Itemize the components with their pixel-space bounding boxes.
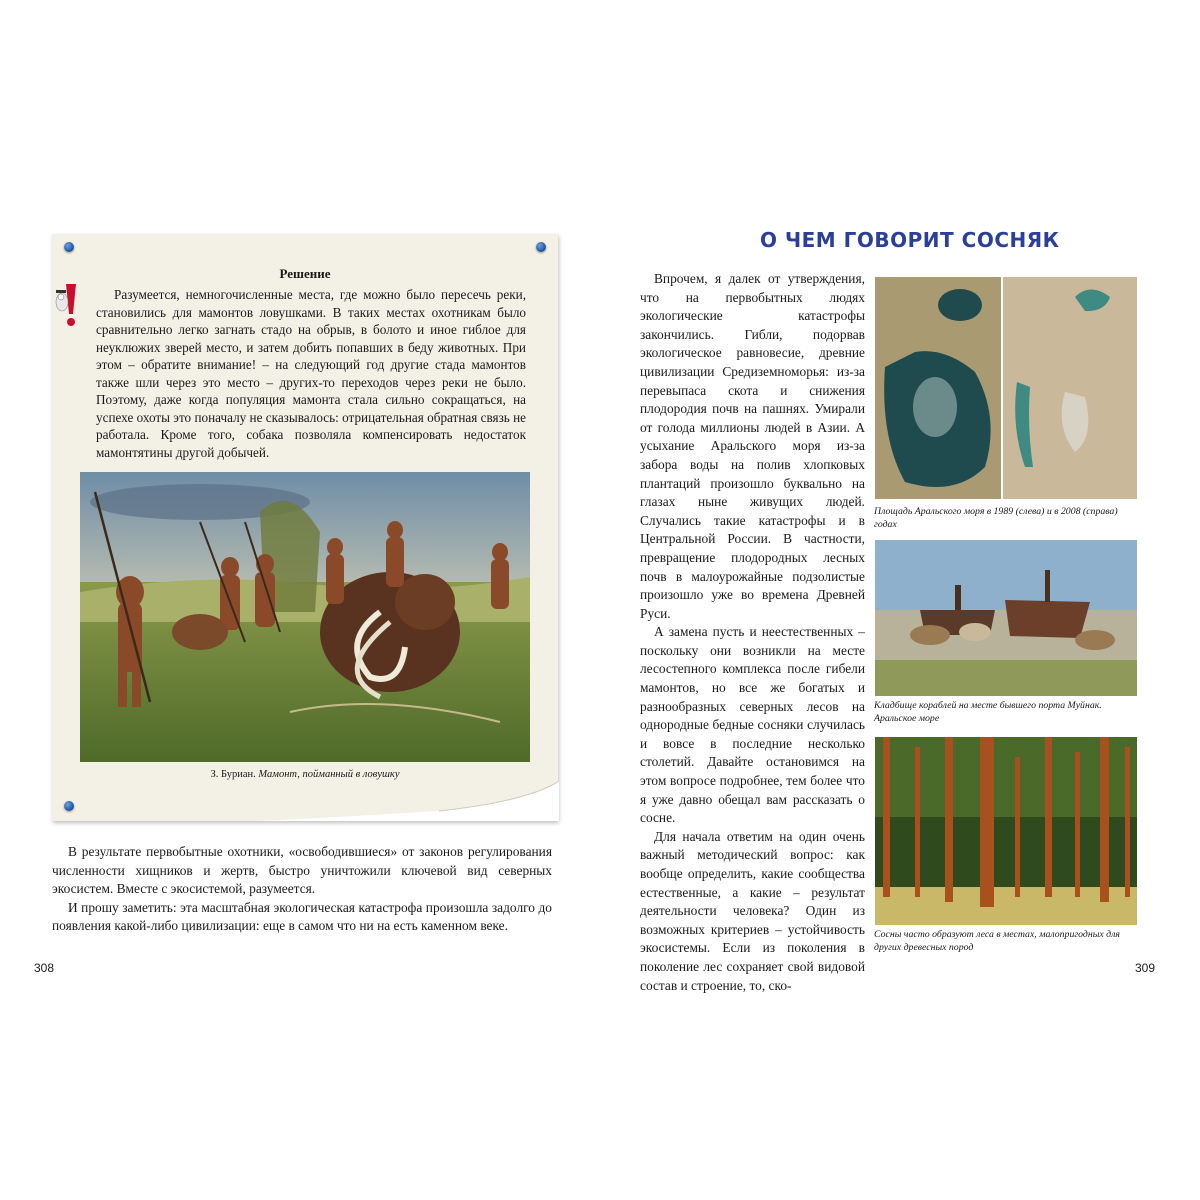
caption-title: Мамонт, пойманный в ловушку bbox=[258, 769, 400, 780]
page-number-left: 308 bbox=[34, 961, 55, 975]
right-paragraph: Впрочем, я далек от утверждения, что на первобытных людях экологические катастрофы закончились. Гибли, подорвав экологическое равновесие, древние цивилизации Средиземноморья: из-за перевыпаса скота и снижения плодородия почв на пашнях. Умирали от голода миллионы людей в Азии. А усыхание Аральского моря из-за забора воды на полив хлопковых плантаций произошло буквально на глазах ныне живущих людей. Случались такие катастрофы и в Центральной России. В частности, превращение плодородных лесных почв в малоурожайные подзолистые произошло уже во времена Древней Руси. bbox=[640, 271, 865, 621]
aral-sea-satellite-photo bbox=[875, 277, 1137, 499]
figure-caption: Площадь Аральского моря в 1989 (слева) и в 2008 (справа) годах bbox=[874, 506, 1118, 530]
pin-icon bbox=[64, 801, 74, 811]
section-title: О ЧЕМ ГОВОРИТ СОСНЯК bbox=[760, 228, 1060, 252]
pin-icon bbox=[536, 242, 546, 252]
painting-caption bbox=[52, 769, 558, 780]
caption-author: З. Буриан. bbox=[210, 769, 256, 780]
pine-forest-photo bbox=[875, 737, 1137, 925]
page-curl-decoration bbox=[259, 781, 559, 821]
ship-graveyard-photo bbox=[875, 540, 1137, 696]
figure-caption: Кладбище кораблей на месте бывшего порта Муйнак. Аральское море bbox=[874, 700, 1102, 724]
solution-box bbox=[52, 234, 558, 821]
right-paragraph: Для начала ответим на один очень важный методический вопрос: как вообще определить, какие сообщества естественные, а какие – результат деятельности человека? Один из возможных критериев – устойчивость экосистемы. Если из поколения в поколение лес сохраняет свой видовой состав и строение, то, ско- bbox=[640, 828, 865, 993]
left-paragraph: В результате первобытные охотники, «освободившиеся» от законов регулирования численности хищников и жертв, быстро уничтожили ключевой вид северных экосистем. Вместе с экосистемой, разумеется. bbox=[52, 844, 552, 896]
mammoth-trap-painting bbox=[80, 472, 530, 762]
page-number-right: 309 bbox=[1135, 961, 1156, 975]
left-body-text bbox=[52, 843, 552, 936]
box-paragraph: Разумеется, немногочисленные места, где можно было пересечь реки, становились для мамонтов ловушками. В таких местах охотникам было сравнительно легко загнать стадо на обрыв, в болото и иное гиблое для неуклюжих зверей место, и затем добить попавших в беду животных. При этом – обратите внимание! – на следующий год другие стада мамонтов также шли через это место – других-то переходов через реки не было. Поэтому, даже когда популяция мамонта стала сильно сокращаться, на успехе охоты это поначалу не сказывалось: отрицательная обратная связь не работала. Кроме того, собака позволяла компенсировать недостаток мамонтятины другой добычей. bbox=[96, 287, 526, 460]
left-paragraph: И прошу заметить: эта масштабная экологическая катастрофа произошла задолго до появления какой-либо цивилизации: еще в самом что ни на есть каменном веке. bbox=[52, 899, 552, 933]
figure-caption: Сосны часто образуют леса в местах, малопригодных для других древесных пород bbox=[874, 929, 1120, 953]
pin-icon bbox=[64, 242, 74, 252]
right-paragraph: А замена пусть и неестественных – поскольку они возникли на месте лесостепного комплекса после гибели мамонтов, но все же богатых и разнообразных северных лесов на однородные бедные сосняки случилась и вовсе в последние несколько столетий. Давайте остановимся на этом вопросе подробнее, тем более что я уже давно обещал вам рассказать о сосне. bbox=[640, 624, 865, 826]
exclamation-mascot-icon bbox=[52, 282, 84, 334]
box-title: Решение bbox=[279, 266, 331, 281]
right-body-text bbox=[640, 270, 865, 995]
